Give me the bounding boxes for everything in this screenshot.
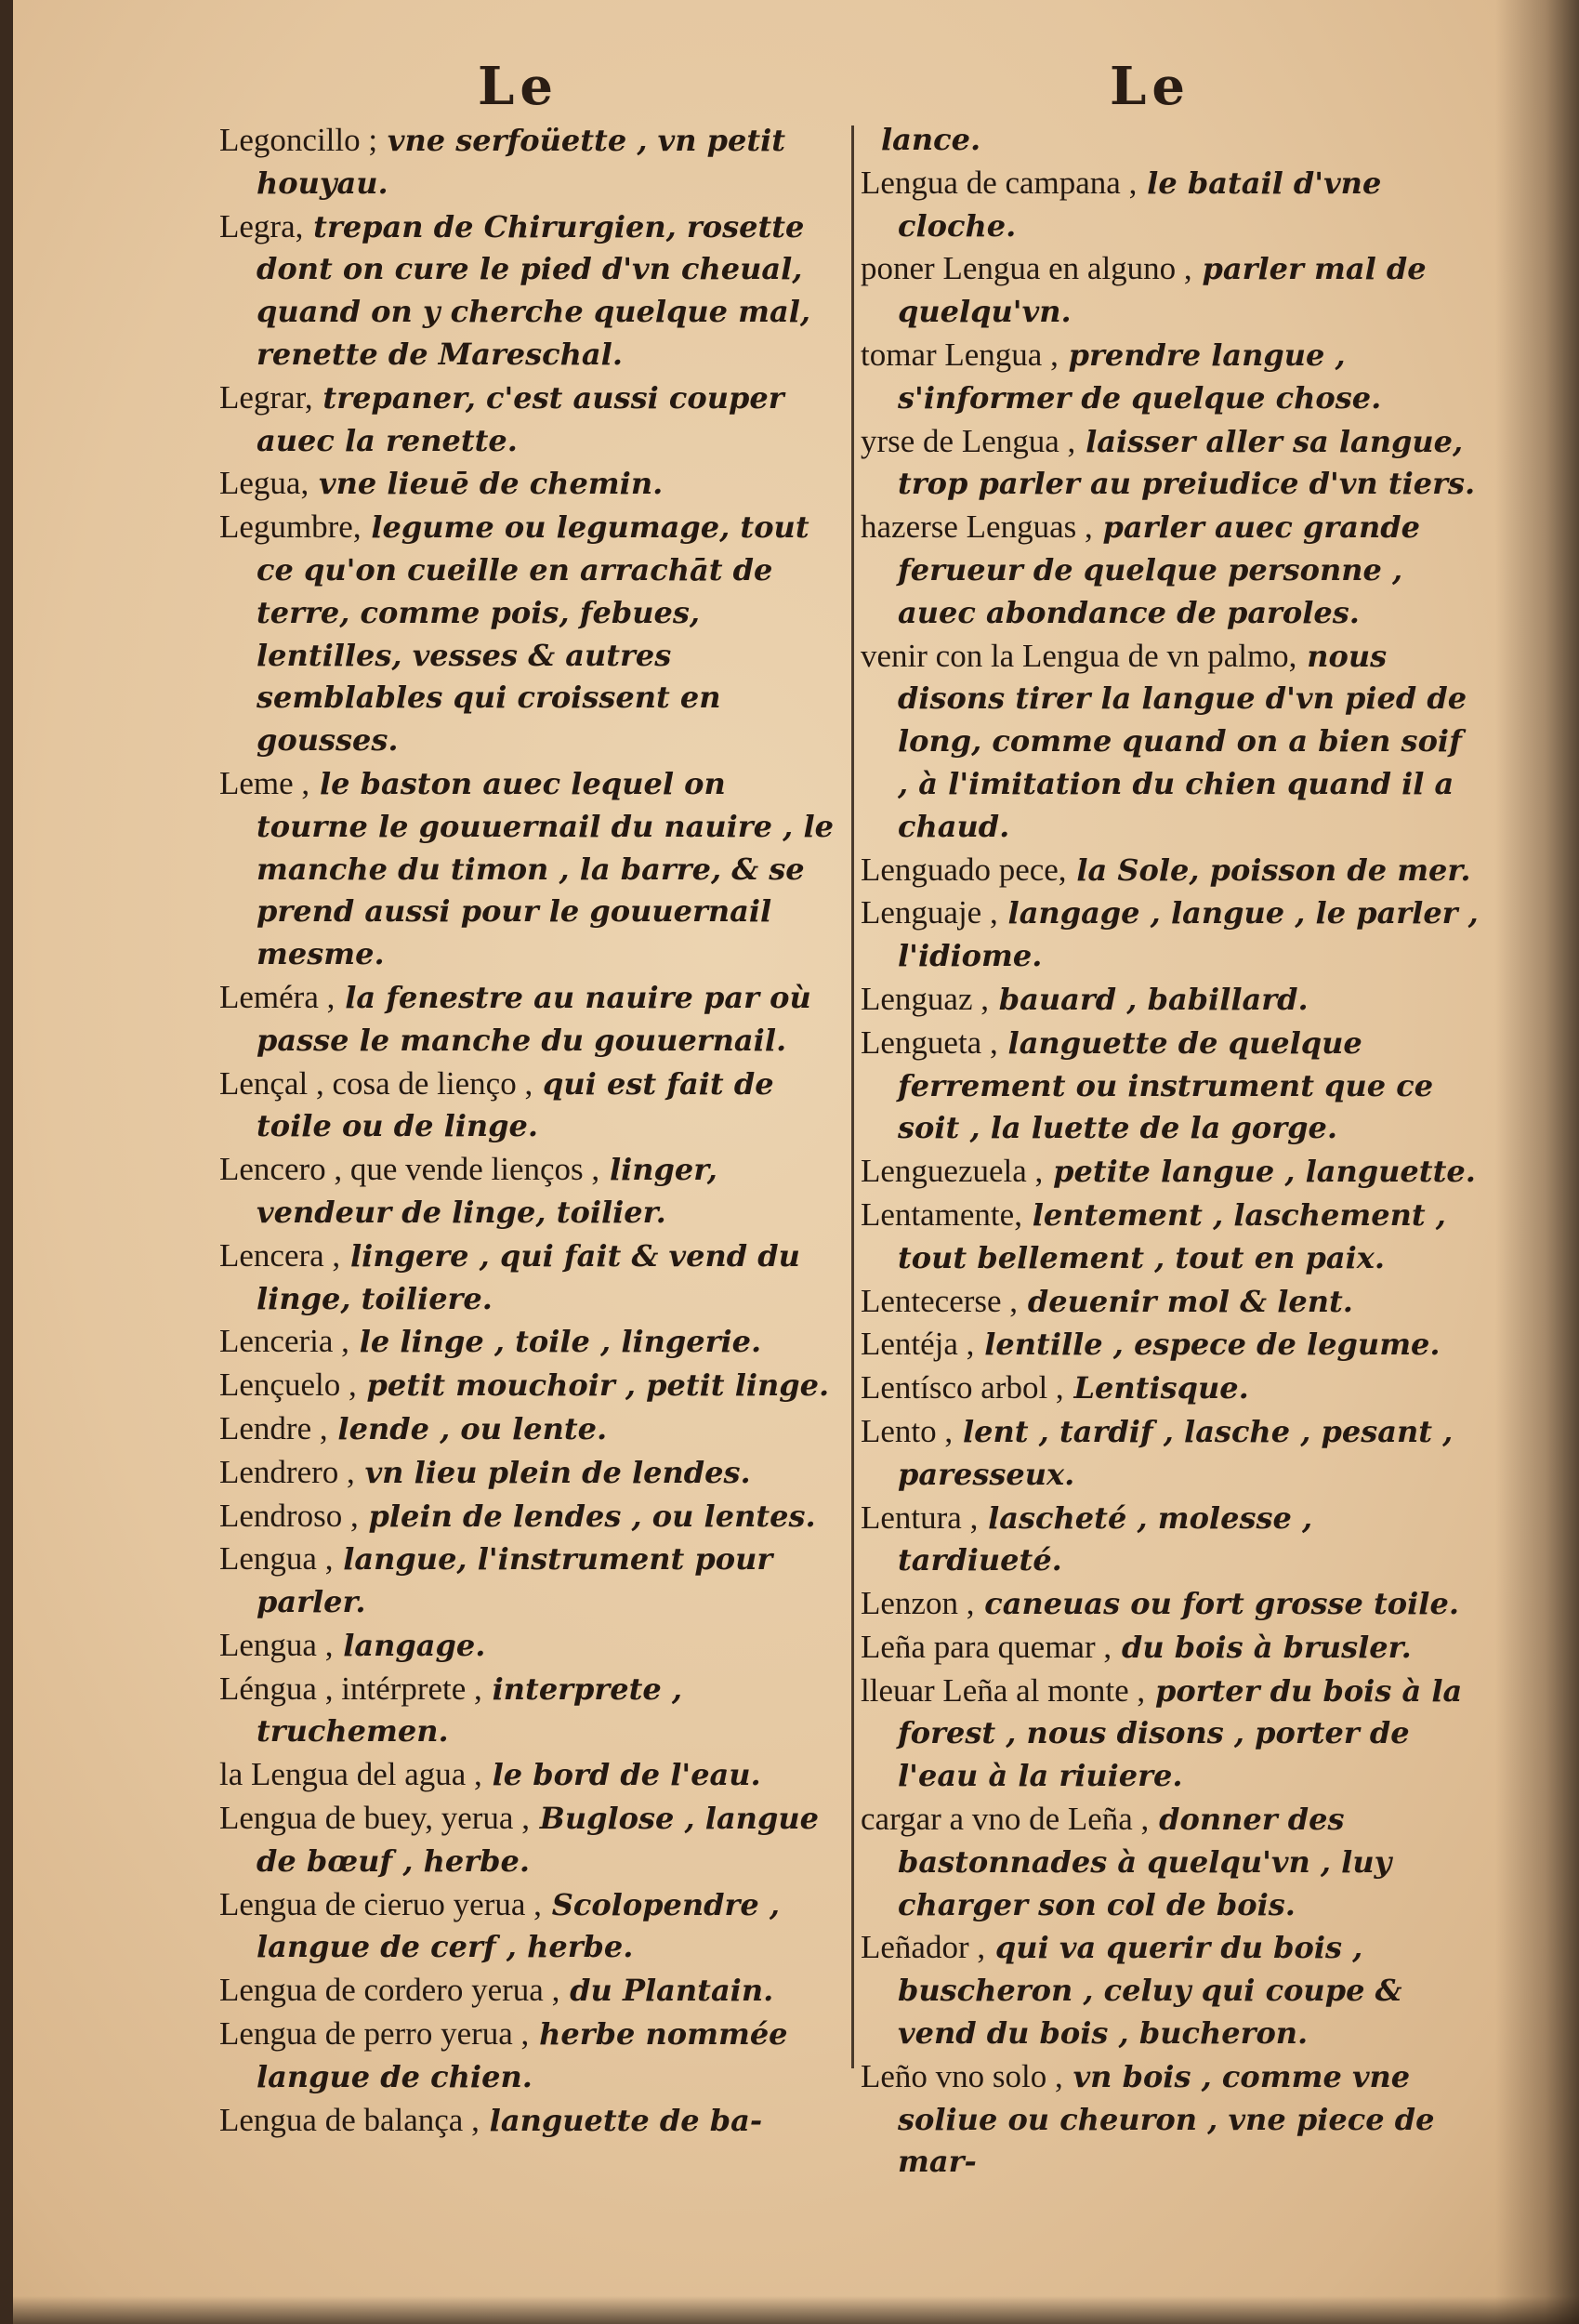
entry-headword: Lengua de balança , <box>219 2101 480 2138</box>
entry-definition: qui va querir du bois , buscheron , celuy qui coupe & vend du bois , bucheron. <box>898 1930 1402 2052</box>
entry-headword: Leñador , <box>861 1929 986 1966</box>
entry-headword: Lentamente, <box>861 1195 1022 1233</box>
entry-definition: donner des bastonnades à quelqu'vn , luy charger son col de bois. <box>898 1802 1392 1922</box>
dictionary-entry <box>219 1753 837 1797</box>
entry-headword: Lengua , <box>219 1626 334 1663</box>
entry-definition: nous disons tirer la langue d'vn pied de long, comme quand on a bien soif , à l'imitation du chien quand il a chaud. <box>898 638 1467 844</box>
dictionary-entry <box>861 891 1479 978</box>
running-header-right: Le <box>1110 56 1191 117</box>
entry-definition: linger, vendeur de linge, toilier. <box>257 1152 717 1230</box>
entry-headword: Lendroso , <box>219 1497 359 1534</box>
entry-headword: Lento , <box>861 1412 954 1449</box>
dictionary-entry <box>219 205 837 376</box>
dictionary-entry <box>861 849 1479 892</box>
entry-headword: Lengua de perro yerua , <box>219 2015 530 2053</box>
entry-definition: petit mouchoir , petit linge. <box>366 1367 830 1404</box>
entry-definition: bauard , babillard. <box>998 981 1309 1017</box>
dictionary-entry <box>219 506 837 762</box>
entry-definition: langage , langue , le parler , l'idiome. <box>898 895 1479 974</box>
dictionary-entry <box>219 1407 837 1451</box>
entry-headword: Lenguado pece, <box>861 851 1067 888</box>
dictionary-entry <box>861 162 1479 248</box>
dictionary-entry <box>219 1320 837 1364</box>
dictionary-entry <box>219 119 837 205</box>
entry-headword: Leme , <box>219 764 310 801</box>
dictionary-entry <box>219 1495 837 1538</box>
entry-definition: le batail d'vne cloche. <box>898 165 1382 244</box>
dictionary-entry <box>219 976 837 1063</box>
entry-definition: Buglose , langue de bœuf , herbe. <box>257 1801 819 1879</box>
entry-headword: cargar a vno de Leña , <box>861 1801 1150 1838</box>
entry-definition: plein de lendes , ou lentes. <box>368 1498 816 1534</box>
dictionary-entry <box>861 1150 1479 1194</box>
dictionary-entry <box>861 1022 1479 1150</box>
entry-definition: trepaner, c'est aussi couper auec la renette. <box>257 379 784 458</box>
entry-headword: Lengueta , <box>861 1023 998 1061</box>
dictionary-entry <box>219 762 837 976</box>
entry-definition: vne lieuē de chemin. <box>319 466 664 502</box>
entry-headword: venir con la Lengua de vn palmo, <box>861 637 1297 674</box>
dictionary-entry <box>861 978 1479 1022</box>
entry-definition: lance. <box>881 122 981 157</box>
entry-definition: langage. <box>343 1627 486 1663</box>
book-page <box>13 0 1579 2324</box>
entry-headword: tomar Lengua , <box>861 336 1059 373</box>
dictionary-entry <box>861 1194 1479 1280</box>
entry-headword: Leño vno solo , <box>861 2057 1063 2094</box>
dictionary-entry <box>861 420 1479 507</box>
dictionary-entry <box>861 119 1479 162</box>
entry-headword: Legrar, <box>219 378 313 416</box>
entry-definition: la fenestre au nauire par où passe le manche du gouuernail. <box>257 979 811 1058</box>
dictionary-entry <box>861 1367 1479 1410</box>
entry-headword: Leña para quemar , <box>861 1628 1112 1665</box>
dictionary-entry <box>219 1148 837 1235</box>
entry-definition: lent , tardif , lasche , pesant , paresseux. <box>898 1413 1454 1492</box>
entry-definition: vn lieu plein de lendes. <box>364 1454 751 1490</box>
dictionary-entry <box>861 1497 1479 1583</box>
entry-definition: trepan de Chirurgien, rosette dont on cure le pied d'vn cheual, quand on y cherche quelque mal, renette de Mareschal. <box>257 208 811 372</box>
entry-definition: lentement , laschement , tout bellement , tout en paix. <box>898 1196 1446 1275</box>
column-divider <box>851 125 854 2068</box>
dictionary-entry <box>219 1451 837 1495</box>
dictionary-entry <box>219 1969 837 2013</box>
dictionary-entry <box>219 1538 837 1624</box>
dictionary-entry <box>861 1626 1479 1670</box>
entry-headword: Lentéja , <box>861 1326 975 1363</box>
entry-definition: vn bois , comme vne soliue ou cheuron , vne piece de mar- <box>898 2058 1435 2180</box>
entry-headword: Lengua de cordero yerua , <box>219 1972 560 2009</box>
entry-headword: Lenzon , <box>861 1585 975 1622</box>
entry-definition: langue, l'instrument pour parler. <box>257 1541 773 1620</box>
entry-headword: Leméra , <box>219 978 336 1015</box>
entry-definition: parler auec grande ferueur de quelque personne , auec abondance de paroles. <box>898 509 1420 630</box>
entry-headword: Lencera , <box>219 1236 341 1274</box>
entry-definition: lende , ou lente. <box>337 1410 608 1446</box>
left-column <box>219 119 837 2142</box>
entry-headword: Legra, <box>219 207 304 244</box>
entry-headword: Legua, <box>219 465 309 502</box>
entry-definition: la Sole, poisson de mer. <box>1076 852 1471 888</box>
dictionary-entry <box>219 1235 837 1321</box>
entry-headword: hazerse Lenguas , <box>861 508 1093 546</box>
entry-headword: Lentísco arbol , <box>861 1369 1064 1406</box>
entry-definition: vne serfoüette , vn petit houyau. <box>257 123 786 201</box>
dictionary-entry <box>219 376 837 463</box>
dictionary-entry <box>861 1926 1479 2054</box>
entry-definition: du bois à brusler. <box>1121 1629 1412 1665</box>
entry-definition: le bord de l'eau. <box>492 1757 761 1793</box>
entry-headword: Lenguezuela , <box>861 1153 1044 1190</box>
entry-headword: poner Lengua en alguno , <box>861 250 1192 287</box>
dictionary-entry <box>861 1798 1479 1926</box>
entry-definition: lascheté , molesse , tardiueté. <box>898 1499 1313 1578</box>
entry-headword: Léngua , intérprete , <box>219 1670 482 1707</box>
dictionary-entry <box>219 2099 837 2143</box>
dictionary-entry <box>219 1624 837 1668</box>
dictionary-entry <box>219 1883 837 1970</box>
entry-headword: Lengua de buey, yerua , <box>219 1800 530 1837</box>
entry-definition: languette de quelque ferrement ou instrument que ce soit , la luette de la gorge. <box>898 1024 1434 1146</box>
entry-definition: Lentisque. <box>1073 1370 1249 1406</box>
dictionary-entry <box>861 1280 1479 1324</box>
dictionary-entry <box>219 462 837 506</box>
right-column <box>861 119 1479 2184</box>
entry-definition: qui est fait de toile ou de linge. <box>257 1065 774 1144</box>
dictionary-entry <box>861 2055 1479 2184</box>
entry-headword: lleuar Leña al monte , <box>861 1671 1146 1709</box>
entry-headword: Legumbre, <box>219 508 362 546</box>
entry-headword: Lengua , <box>219 1540 334 1578</box>
dictionary-entry <box>219 1364 837 1407</box>
running-header-left: Le <box>478 56 559 117</box>
entry-definition: porter du bois à la forest , nous disons , porter de l'eau à la riuiere. <box>898 1672 1463 1794</box>
entry-headword: Lentura , <box>861 1499 979 1536</box>
entry-headword: Lençuelo , <box>219 1367 357 1404</box>
entry-headword: la Lengua del agua , <box>219 1756 482 1793</box>
entry-definition: herbe nommée langue de chien. <box>257 2016 788 2094</box>
entry-headword: Lentecerse , <box>861 1282 1019 1319</box>
dictionary-entry <box>861 334 1479 420</box>
page-bottom-edge <box>13 2296 1579 2324</box>
entry-definition: languette de ba- <box>489 2102 763 2138</box>
entry-headword: Lenceria , <box>219 1323 349 1360</box>
dictionary-entry <box>219 1797 837 1883</box>
entry-headword: Lendre , <box>219 1409 328 1446</box>
entry-headword: yrse de Lengua , <box>861 422 1076 459</box>
entry-definition: caneuas ou fort grosse toile. <box>984 1586 1459 1622</box>
dictionary-entry <box>861 247 1479 334</box>
entry-headword: Lençal , cosa de lienço , <box>219 1064 533 1102</box>
entry-headword: Lengua de cieruo yerua , <box>219 1885 542 1922</box>
spine-shadow <box>1495 0 1579 2324</box>
dictionary-entry <box>219 1063 837 1149</box>
entry-definition: lentille , espece de legume. <box>984 1327 1441 1363</box>
entry-definition: le linge , toile , lingerie. <box>359 1324 762 1360</box>
dictionary-entry <box>861 1670 1479 1798</box>
entry-headword: Lenguaje , <box>861 894 998 931</box>
entry-definition: lingere , qui fait & vend du linge, toiliere. <box>257 1237 800 1316</box>
entry-headword: Legoncillo ; <box>219 122 378 158</box>
entry-definition: du Plantain. <box>570 1973 774 2009</box>
dictionary-entry <box>861 1323 1479 1367</box>
entry-definition: legume ou legumage, tout ce qu'on cueille en arrachāt de terre, comme pois, febues, lentilles, vesses & autres semblables qui croissent en gousses. <box>257 509 809 759</box>
entry-headword: Lendrero , <box>219 1453 355 1490</box>
entry-headword: Lencero , que vende lienços , <box>219 1151 600 1188</box>
dictionary-entry <box>861 1582 1479 1626</box>
entry-headword: Lengua de campana , <box>861 164 1138 201</box>
entry-definition: deuenir mol & lent. <box>1027 1283 1353 1319</box>
entry-definition: petite langue , languette. <box>1053 1154 1476 1190</box>
dictionary-entry <box>219 1668 837 1754</box>
entry-headword: Lenguaz , <box>861 980 989 1017</box>
entry-definition: parler mal de quelqu'vn. <box>898 251 1427 330</box>
entry-definition: laisser aller sa langue, trop parler au preiudice d'vn tiers. <box>898 423 1476 502</box>
entry-definition: Scolopendre , langue de cerf , herbe. <box>257 1886 781 1965</box>
entry-definition: interprete , truchemen. <box>257 1670 683 1750</box>
dictionary-entry <box>861 506 1479 634</box>
entry-definition: le baston auec lequel on tourne le gouuernail du nauire , le manche du timon , la barre, & se prend aussi pour le gouuernail mesme. <box>257 765 834 972</box>
dictionary-entry <box>861 635 1479 849</box>
dictionary-entry <box>861 1410 1479 1497</box>
entry-definition: prendre langue , s'informer de quelque chose. <box>898 337 1382 416</box>
dictionary-entry <box>219 2013 837 2099</box>
